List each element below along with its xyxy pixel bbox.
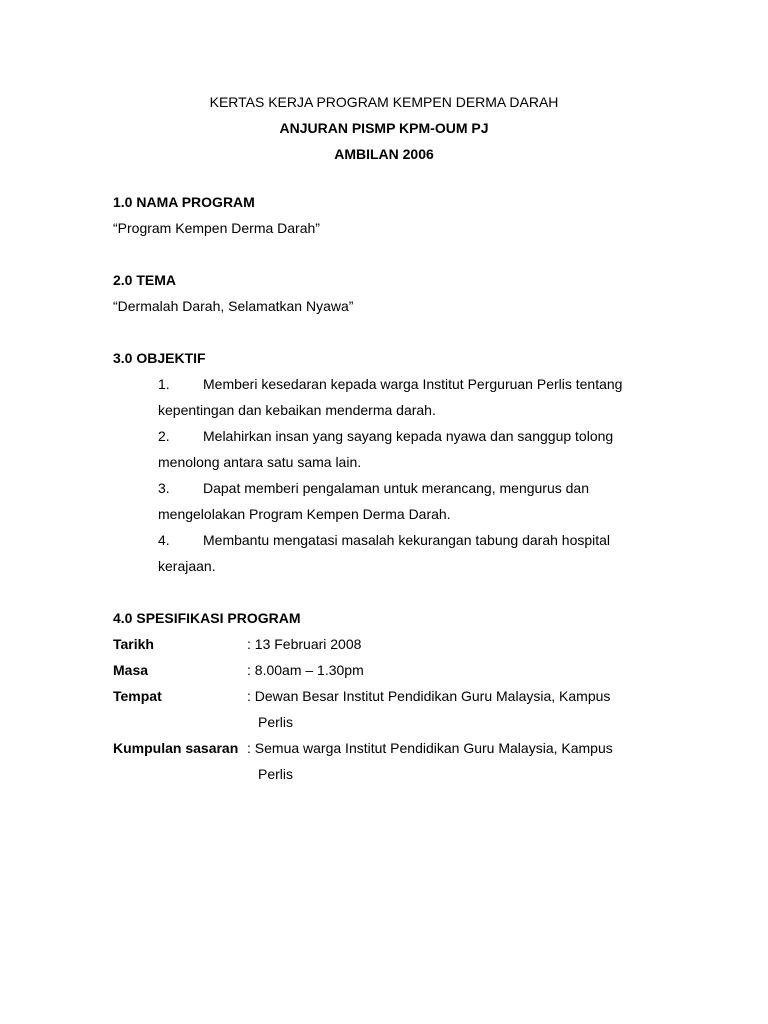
list-item xyxy=(113,475,673,527)
list-item-text-cont: kepentingan dan kebaikan menderma darah. xyxy=(158,402,436,418)
list-item-text: Dapat memberi pengalaman untuk merancang, mengurus dan xyxy=(203,480,590,496)
title-line-2: ANJURAN PISMP KPM-OUM PJ xyxy=(279,120,489,136)
title-line-1: KERTAS KERJA PROGRAM KEMPEN DERMA DARAH xyxy=(209,94,559,110)
section-text: “Dermalah Darah, Selamatkan Nyawa” xyxy=(113,298,354,314)
spec-value-cont: Perlis xyxy=(258,714,294,730)
section-heading: 2.0 TEMA xyxy=(113,272,177,288)
section-heading: 1.0 NAMA PROGRAM xyxy=(113,194,255,210)
spec-row-sasaran xyxy=(113,735,673,761)
list-item-text-cont: kerajaan. xyxy=(158,558,216,574)
spec-label: Kumpulan sasaran xyxy=(113,740,239,756)
spec-value: : Semua warga Institut Pendidikan Guru Malaysia, Kampus xyxy=(247,740,613,756)
list-item-text: Memberi kesedaran kepada warga Institut Perguruan Perlis tentang xyxy=(203,376,623,392)
spec-label: Masa xyxy=(113,662,149,678)
section-heading: 3.0 OBJEKTIF xyxy=(113,350,206,366)
list-item-text-cont: menolong antara satu sama lain. xyxy=(158,454,362,470)
list-item-text-cont: mengelolakan Program Kempen Derma Darah. xyxy=(158,506,451,522)
spec-label: Tempat xyxy=(113,688,162,704)
list-item xyxy=(113,371,673,423)
spec-row-tarikh xyxy=(113,631,673,657)
objective-list xyxy=(113,371,673,579)
section-objektif xyxy=(113,345,673,579)
list-item xyxy=(113,527,673,579)
list-item-number: 1. xyxy=(158,376,170,392)
section-tema xyxy=(113,267,673,319)
list-item-number: 4. xyxy=(158,532,170,548)
spec-row-tempat xyxy=(113,683,673,709)
list-item-number: 3. xyxy=(158,480,170,496)
section-spesifikasi xyxy=(113,605,673,787)
document-title xyxy=(0,89,768,167)
list-item-text: Membantu mengatasi masalah kekurangan tabung darah hospital xyxy=(203,532,611,548)
section-nama-program xyxy=(113,189,673,241)
section-text: “Program Kempen Derma Darah” xyxy=(113,220,320,236)
spec-value: : 13 Februari 2008 xyxy=(247,636,362,652)
list-item-number: 2. xyxy=(158,428,170,444)
section-heading: 4.0 SPESIFIKASI PROGRAM xyxy=(113,610,301,626)
spec-row-masa xyxy=(113,657,673,683)
list-item-text: Melahirkan insan yang sayang kepada nyawa dan sanggup tolong xyxy=(203,428,614,444)
list-item xyxy=(113,423,673,475)
title-line-3: AMBILAN 2006 xyxy=(334,146,434,162)
spec-label: Tarikh xyxy=(113,636,154,652)
spec-value: : Dewan Besar Institut Pendidikan Guru Malaysia, Kampus xyxy=(247,688,611,704)
spec-value: : 8.00am – 1.30pm xyxy=(247,662,364,678)
spec-value-cont: Perlis xyxy=(258,766,294,782)
